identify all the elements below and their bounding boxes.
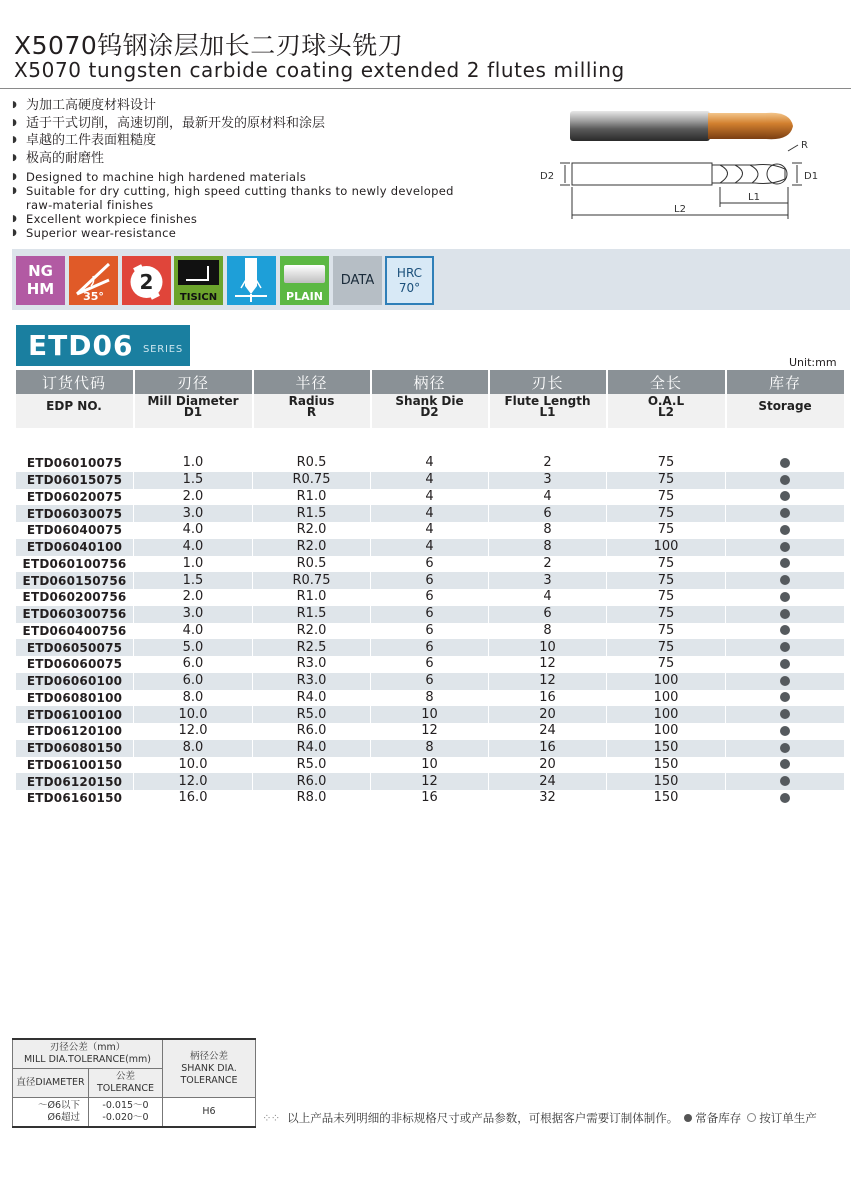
flute-length-cell: 3 xyxy=(489,472,607,489)
radius-cell: R0.5 xyxy=(253,556,371,573)
oal-cell: 75 xyxy=(607,572,726,589)
tolerance-values: -0.015～0 -0.020～0 xyxy=(89,1098,163,1128)
coating-label: TISICN xyxy=(179,292,218,303)
footnote-text: 以上产品未列明细的非标规格尺寸或产品参数，可根据客户需要订制体制作。 xyxy=(287,1111,679,1125)
in-stock-dot-icon xyxy=(780,491,790,501)
feature-item-en: ◗ Designed to machine high hardened materials xyxy=(12,170,307,184)
table-row xyxy=(16,690,844,707)
shank-cell: 10 xyxy=(371,706,489,723)
oal-cell: 75 xyxy=(607,505,726,522)
stock-dot-icon xyxy=(684,1114,692,1122)
dots-icon: ⁘⁘ xyxy=(262,1111,280,1125)
flute-length-cell: 32 xyxy=(489,790,607,807)
in-stock-dot-icon xyxy=(780,525,790,535)
shank-tolerance-header: 柄径公差 SHANK DIA. TOLERANCE xyxy=(163,1039,256,1098)
tool-diagram xyxy=(540,105,840,225)
shank-cell: 4 xyxy=(371,505,489,522)
oal-cell: 100 xyxy=(607,539,726,556)
col-header-cn: 库存 xyxy=(726,370,844,394)
flute-length-cell: 4 xyxy=(489,589,607,606)
mill-diameter-cell: 12.0 xyxy=(134,773,253,790)
in-stock-dot-icon xyxy=(780,592,790,602)
shank-graphic xyxy=(284,265,325,283)
table-row xyxy=(16,522,844,539)
feature-icon-band xyxy=(12,249,850,310)
table-row xyxy=(16,673,844,690)
oal-cell: 75 xyxy=(607,522,726,539)
label-l2: L2 xyxy=(674,204,686,215)
in-stock-dot-icon xyxy=(780,759,790,769)
edp-cell: ETD06015075 xyxy=(16,472,134,489)
bullet-icon: ◗ xyxy=(12,152,17,163)
storage-cell xyxy=(726,773,844,790)
flute-length-cell: 12 xyxy=(489,673,607,690)
col-header-cn: 刃长 xyxy=(489,370,607,394)
oal-cell: 150 xyxy=(607,740,726,757)
series-word: SERIES xyxy=(143,344,184,355)
col-header-en: Storage xyxy=(726,394,844,428)
in-stock-dot-icon xyxy=(780,659,790,669)
radius-cell: R1.0 xyxy=(253,589,371,606)
storage-cell xyxy=(726,489,844,506)
oal-cell: 75 xyxy=(607,656,726,673)
shank-cell: 4 xyxy=(371,472,489,489)
table-row xyxy=(16,589,844,606)
storage-cell xyxy=(726,790,844,807)
diameter-col-header: 直径DIAMETER xyxy=(13,1069,89,1098)
edp-cell: ETD060300756 xyxy=(16,606,134,623)
mill-diameter-cell: 8.0 xyxy=(134,690,253,707)
in-stock-dot-icon xyxy=(780,609,790,619)
coating-swatch xyxy=(178,260,219,285)
flute-length-cell: 20 xyxy=(489,757,607,774)
radius-cell: R6.0 xyxy=(253,773,371,790)
feature-item-en: ◗ Suitable for dry cutting, high speed cutting thanks to newly developed raw-material finishes xyxy=(12,184,454,212)
feature-list xyxy=(12,97,492,240)
radius-cell: R3.0 xyxy=(253,656,371,673)
mill-diameter-cell: 2.0 xyxy=(134,489,253,506)
oal-cell: 75 xyxy=(607,589,726,606)
shank-cell: 8 xyxy=(371,690,489,707)
table-row xyxy=(16,639,844,656)
storage-cell xyxy=(726,539,844,556)
edp-cell: ETD06120150 xyxy=(16,773,134,790)
page-title-cn: X5070钨钢涂层加长二刃球头铣刀 xyxy=(14,31,404,60)
radius-cell: R2.0 xyxy=(253,522,371,539)
oal-cell: 100 xyxy=(607,673,726,690)
mill-diameter-cell: 12.0 xyxy=(134,723,253,740)
mill-diameter-cell: 4.0 xyxy=(134,539,253,556)
oal-cell: 150 xyxy=(607,773,726,790)
flute-length-cell: 24 xyxy=(489,723,607,740)
tolerance-table xyxy=(12,1038,256,1128)
shank-cell: 12 xyxy=(371,773,489,790)
mill-diameter-cell: 10.0 xyxy=(134,757,253,774)
flute-length-cell: 12 xyxy=(489,656,607,673)
oal-cell: 75 xyxy=(607,489,726,506)
storage-cell xyxy=(726,589,844,606)
radius-cell: R5.0 xyxy=(253,757,371,774)
label-r: R xyxy=(801,140,808,151)
radius-cell: R2.5 xyxy=(253,639,371,656)
diameter-ranges: ～Ø6以下 Ø6超过 xyxy=(13,1098,89,1128)
flute-length-cell: 6 xyxy=(489,505,607,522)
edp-cell: ETD06030075 xyxy=(16,505,134,522)
edp-cell: ETD06020075 xyxy=(16,489,134,506)
flute-length-cell: 16 xyxy=(489,690,607,707)
mill-diameter-cell: 8.0 xyxy=(134,740,253,757)
bullet-icon: ◗ xyxy=(12,100,17,110)
shank-cell: 16 xyxy=(371,790,489,807)
edp-cell: ETD06040075 xyxy=(16,522,134,539)
radius-cell: R3.0 xyxy=(253,673,371,690)
flute-length-cell: 8 xyxy=(489,522,607,539)
storage-cell xyxy=(726,706,844,723)
oal-cell: 75 xyxy=(607,606,726,623)
radius-cell: R1.0 xyxy=(253,489,371,506)
hrc-icon: HRC 70° xyxy=(385,256,434,305)
radius-cell: R2.0 xyxy=(253,623,371,640)
bullet-icon: ◗ xyxy=(12,117,17,128)
page-title-en: X5070 tungsten carbide coating extended 2 flutes milling xyxy=(14,58,625,82)
edp-cell: ETD06080150 xyxy=(16,740,134,757)
edp-cell: ETD06080100 xyxy=(16,690,134,707)
shank-cell: 6 xyxy=(371,673,489,690)
table-row xyxy=(16,556,844,573)
col-header-cn: 半径 xyxy=(253,370,371,394)
col-header-cn: 订货代码 xyxy=(16,370,134,394)
flute-length-cell: 24 xyxy=(489,773,607,790)
label-d1: D1 xyxy=(804,171,819,182)
col-header-cn: 全长 xyxy=(607,370,726,394)
radius-cell: R4.0 xyxy=(253,690,371,707)
in-stock-dot-icon xyxy=(780,793,790,803)
spec-table xyxy=(15,370,844,807)
series-badge xyxy=(16,325,190,366)
table-row xyxy=(16,740,844,757)
flute-length-cell: 16 xyxy=(489,740,607,757)
label-l1: L1 xyxy=(748,192,760,203)
unit-label: Unit:mm xyxy=(789,356,837,369)
shank-tolerance-value: H6 xyxy=(163,1098,256,1128)
in-stock-dot-icon xyxy=(780,726,790,736)
feature-item-cn: ◗ 为加工高硬度材料设计 xyxy=(12,98,157,113)
flute-length-cell: 4 xyxy=(489,489,607,506)
header-row-cn xyxy=(16,370,844,394)
storage-cell xyxy=(726,656,844,673)
oal-cell: 75 xyxy=(607,472,726,489)
table-row xyxy=(16,706,844,723)
table-row xyxy=(16,455,844,472)
col-header-en: Mill Diameter D1 xyxy=(134,394,253,428)
in-stock-dot-icon xyxy=(780,676,790,686)
col-header-en: O.A.L L2 xyxy=(607,394,726,428)
edp-cell: ETD060100756 xyxy=(16,556,134,573)
edp-cell: ETD06040100 xyxy=(16,539,134,556)
table-row xyxy=(16,572,844,589)
tolerance-col-header: 公差TOLERANCE xyxy=(89,1069,163,1098)
mill-diameter-cell: 10.0 xyxy=(134,706,253,723)
table-row xyxy=(16,505,844,522)
series-code: ETD06 xyxy=(28,329,134,362)
shank-cell: 4 xyxy=(371,522,489,539)
table-row xyxy=(16,606,844,623)
flute-length-cell: 3 xyxy=(489,572,607,589)
storage-cell xyxy=(726,606,844,623)
ng-hm-icon: NG HM xyxy=(16,256,65,305)
feature-item-cn: ◗ 极高的耐磨性 xyxy=(12,150,105,166)
edp-cell: ETD060150756 xyxy=(16,572,134,589)
radius-cell: R0.75 xyxy=(253,572,371,589)
in-stock-dot-icon xyxy=(780,542,790,552)
in-stock-dot-icon xyxy=(780,642,790,652)
col-header-en: EDP NO. xyxy=(16,394,134,428)
radius-cell: R0.5 xyxy=(253,455,371,472)
radius-cell: R2.0 xyxy=(253,539,371,556)
shank-cell: 10 xyxy=(371,757,489,774)
radius-cell: R4.0 xyxy=(253,740,371,757)
shank-cell: 6 xyxy=(371,606,489,623)
edp-cell: ETD060400756 xyxy=(16,623,134,640)
storage-cell xyxy=(726,623,844,640)
radius-cell: R1.5 xyxy=(253,505,371,522)
col-header-en: Flute Length L1 xyxy=(489,394,607,428)
in-stock-dot-icon xyxy=(780,458,790,468)
mill-diameter-cell: 4.0 xyxy=(134,623,253,640)
oal-cell: 75 xyxy=(607,639,726,656)
in-stock-dot-icon xyxy=(780,575,790,585)
mill-diameter-cell: 1.0 xyxy=(134,556,253,573)
table-row xyxy=(16,790,844,807)
table-row xyxy=(16,773,844,790)
in-stock-dot-icon xyxy=(780,508,790,518)
flute-length-cell: 10 xyxy=(489,639,607,656)
flute-count: 2 xyxy=(139,270,154,294)
oal-cell: 150 xyxy=(607,757,726,774)
edp-cell: ETD060200756 xyxy=(16,589,134,606)
mill-diameter-cell: 3.0 xyxy=(134,606,253,623)
helix-angle-icon xyxy=(69,256,118,305)
in-stock-dot-icon xyxy=(780,743,790,753)
oal-cell: 100 xyxy=(607,706,726,723)
feature-item-cn: ◗ 适于干式切削，高速切削，最新开发的原材料和涂层 xyxy=(12,115,326,131)
radius-cell: R6.0 xyxy=(253,723,371,740)
mill-diameter-cell: 6.0 xyxy=(134,656,253,673)
in-stock-dot-icon xyxy=(780,709,790,719)
table-row xyxy=(16,656,844,673)
edp-cell: ETD06100150 xyxy=(16,757,134,774)
tool-photo xyxy=(570,111,793,141)
title-divider xyxy=(0,88,851,89)
oal-cell: 100 xyxy=(607,690,726,707)
storage-cell xyxy=(726,690,844,707)
helix-angle-label: 35° xyxy=(83,290,104,303)
col-header-en: Shank Die D2 xyxy=(371,394,489,428)
mill-diameter-cell: 1.0 xyxy=(134,455,253,472)
edp-cell: ETD06060100 xyxy=(16,673,134,690)
storage-cell xyxy=(726,522,844,539)
mill-diameter-cell: 2.0 xyxy=(134,589,253,606)
edp-cell: ETD06060075 xyxy=(16,656,134,673)
label-d2: D2 xyxy=(540,171,555,182)
flute-length-cell: 2 xyxy=(489,455,607,472)
storage-cell xyxy=(726,757,844,774)
storage-cell xyxy=(726,639,844,656)
bullet-icon: ◗ xyxy=(12,172,18,182)
flute-graphic xyxy=(122,256,171,305)
storage-cell xyxy=(726,505,844,522)
data-icon: DATA xyxy=(333,256,382,305)
footnote xyxy=(262,1110,817,1126)
two-flutes-icon xyxy=(122,256,171,305)
in-stock-dot-icon xyxy=(780,475,790,485)
radius-cell: R5.0 xyxy=(253,706,371,723)
edp-cell: ETD06100100 xyxy=(16,706,134,723)
table-row xyxy=(16,489,844,506)
shank-cell: 4 xyxy=(371,455,489,472)
storage-cell xyxy=(726,572,844,589)
table-spacer-cell xyxy=(16,428,844,455)
mill-diameter-cell: 4.0 xyxy=(134,522,253,539)
coating-graphic xyxy=(178,260,219,285)
mill-diameter-cell: 6.0 xyxy=(134,673,253,690)
radius-cell: R1.5 xyxy=(253,606,371,623)
radius-cell: R0.75 xyxy=(253,472,371,489)
edp-cell: ETD06160150 xyxy=(16,790,134,807)
mill-diameter-cell: 1.5 xyxy=(134,472,253,489)
oal-cell: 100 xyxy=(607,723,726,740)
in-stock-dot-icon xyxy=(780,558,790,568)
table-spacer xyxy=(16,428,844,455)
mill-diameter-cell: 3.0 xyxy=(134,505,253,522)
oal-cell: 150 xyxy=(607,790,726,807)
in-stock-dot-icon xyxy=(780,625,790,635)
in-stock-dot-icon xyxy=(780,692,790,702)
ball-end-mill-icon xyxy=(227,256,276,305)
shank-cell: 6 xyxy=(371,623,489,640)
shank-cell: 6 xyxy=(371,572,489,589)
storage-cell xyxy=(726,556,844,573)
edp-cell: ETD06010075 xyxy=(16,455,134,472)
col-header-cn: 柄径 xyxy=(371,370,489,394)
storage-cell xyxy=(726,740,844,757)
shank-cell: 6 xyxy=(371,656,489,673)
mill-diameter-cell: 16.0 xyxy=(134,790,253,807)
order-legend: 按订单生产 xyxy=(759,1111,817,1125)
shank-cell: 4 xyxy=(371,489,489,506)
order-ring-icon xyxy=(747,1113,756,1122)
feature-item-en: ◗ Superior wear-resistance xyxy=(12,226,177,240)
plain-shank-icon xyxy=(280,256,329,305)
mill-diameter-cell: 5.0 xyxy=(134,639,253,656)
radius-cell: R8.0 xyxy=(253,790,371,807)
storage-cell xyxy=(726,455,844,472)
table-row xyxy=(16,757,844,774)
oal-cell: 75 xyxy=(607,623,726,640)
bullet-icon: ◗ xyxy=(12,214,18,224)
shank-cell: 6 xyxy=(371,639,489,656)
bullet-icon: ◗ xyxy=(12,228,18,238)
edp-cell: ETD06050075 xyxy=(16,639,134,656)
col-header-cn: 刃径 xyxy=(134,370,253,394)
feature-item-cn: ◗ 卓越的工件表面粗糙度 xyxy=(12,133,157,148)
table-row xyxy=(16,539,844,556)
coating-icon xyxy=(174,256,223,305)
bullet-icon: ◗ xyxy=(12,186,18,196)
shank-cell: 12 xyxy=(371,723,489,740)
header-row-en xyxy=(16,394,844,428)
mill-tolerance-header: 刃径公差（mm） MILL DIA.TOLERANCE(mm) xyxy=(13,1039,163,1069)
shank-cell: 6 xyxy=(371,556,489,573)
mill-diameter-cell: 1.5 xyxy=(134,572,253,589)
flute-length-cell: 2 xyxy=(489,556,607,573)
storage-cell xyxy=(726,673,844,690)
col-header-en: Radius R xyxy=(253,394,371,428)
shank-cell: 4 xyxy=(371,539,489,556)
stock-legend: 常备库存 xyxy=(695,1111,742,1125)
flute-length-cell: 20 xyxy=(489,706,607,723)
plain-label: PLAIN xyxy=(286,290,323,303)
feature-item-en: ◗ Excellent workpiece finishes xyxy=(12,212,198,226)
table-row xyxy=(16,472,844,489)
shank-cell: 8 xyxy=(371,740,489,757)
storage-cell xyxy=(726,472,844,489)
table-row xyxy=(16,723,844,740)
storage-cell xyxy=(726,723,844,740)
bullet-icon: ◗ xyxy=(12,135,17,145)
flute-length-cell: 8 xyxy=(489,539,607,556)
oal-cell: 75 xyxy=(607,556,726,573)
flute-length-cell: 6 xyxy=(489,606,607,623)
oal-cell: 75 xyxy=(607,455,726,472)
flute-length-cell: 8 xyxy=(489,623,607,640)
table-row xyxy=(16,623,844,640)
edp-cell: ETD06120100 xyxy=(16,723,134,740)
in-stock-dot-icon xyxy=(780,776,790,786)
shank-cell: 6 xyxy=(371,589,489,606)
mill-graphic xyxy=(227,256,276,305)
